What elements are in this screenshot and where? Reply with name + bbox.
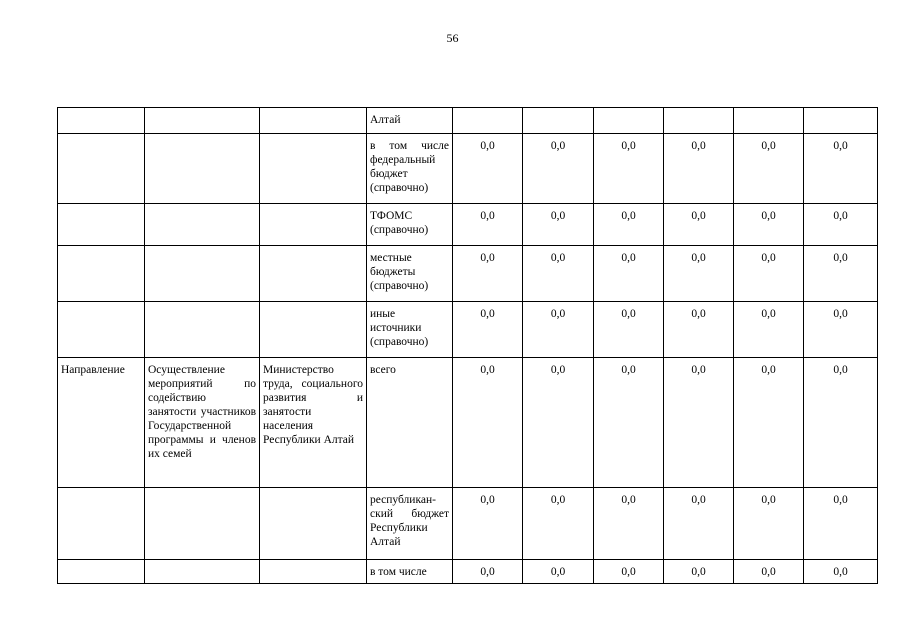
cell-value: 0,0 <box>453 302 523 358</box>
cell-value: 0,0 <box>664 134 734 204</box>
cell-value: 0,0 <box>453 204 523 246</box>
cell-c3 <box>260 560 367 584</box>
cell-c1 <box>58 302 145 358</box>
cell-value: 0,0 <box>594 488 664 560</box>
cell-value: 0,0 <box>734 204 804 246</box>
cell-source: республикан-ский бюджет Республики Алтай <box>367 488 453 560</box>
cell-value: 0,0 <box>664 246 734 302</box>
cell-c3: Министерство труда, социального развития и занятости населения Республики Алтай <box>260 358 367 488</box>
cell-value: 0,0 <box>453 560 523 584</box>
cell-value: 0,0 <box>523 204 594 246</box>
table-row <box>58 302 878 358</box>
cell-value: 0,0 <box>804 204 878 246</box>
cell-value: 0,0 <box>523 358 594 488</box>
cell-value: 0,0 <box>664 560 734 584</box>
cell-c2 <box>145 134 260 204</box>
cell-c3 <box>260 204 367 246</box>
cell-value: 0,0 <box>453 246 523 302</box>
cell-c3 <box>260 488 367 560</box>
cell-value: 0,0 <box>453 134 523 204</box>
cell-value: 0,0 <box>453 488 523 560</box>
cell-value: 0,0 <box>664 302 734 358</box>
cell-value: 0,0 <box>734 134 804 204</box>
cell-value: 0,0 <box>523 246 594 302</box>
cell-c2 <box>145 204 260 246</box>
cell-source: ТФОМС (справочно) <box>367 204 453 246</box>
cell-value: 0,0 <box>804 134 878 204</box>
cell-value <box>734 108 804 134</box>
cell-source: иные источники (справочно) <box>367 302 453 358</box>
cell-value: 0,0 <box>804 488 878 560</box>
cell-c2 <box>145 302 260 358</box>
cell-c2: Осуществление мероприятий по содействию занятости участников Государственной программы и членов их семей <box>145 358 260 488</box>
cell-c3 <box>260 246 367 302</box>
cell-source: всего <box>367 358 453 488</box>
cell-c3 <box>260 134 367 204</box>
cell-c1: Направление <box>58 358 145 488</box>
cell-value: 0,0 <box>804 560 878 584</box>
cell-source: Алтай <box>367 108 453 134</box>
cell-c1 <box>58 246 145 302</box>
cell-c2 <box>145 560 260 584</box>
cell-source: в том числе федеральный бюджет (справочно) <box>367 134 453 204</box>
cell-c1 <box>58 204 145 246</box>
table-row <box>58 108 878 134</box>
cell-value: 0,0 <box>594 302 664 358</box>
table-row <box>58 246 878 302</box>
cell-value <box>453 108 523 134</box>
cell-c1 <box>58 108 145 134</box>
cell-value: 0,0 <box>664 488 734 560</box>
cell-value: 0,0 <box>734 246 804 302</box>
cell-c3 <box>260 108 367 134</box>
cell-value: 0,0 <box>734 302 804 358</box>
cell-c2 <box>145 108 260 134</box>
table-row <box>58 488 878 560</box>
cell-c1 <box>58 488 145 560</box>
cell-value: 0,0 <box>523 560 594 584</box>
cell-value <box>523 108 594 134</box>
cell-value: 0,0 <box>523 488 594 560</box>
funding-table <box>57 107 878 584</box>
table-row <box>58 560 878 584</box>
cell-value: 0,0 <box>594 134 664 204</box>
cell-value <box>664 108 734 134</box>
cell-value: 0,0 <box>594 358 664 488</box>
cell-value: 0,0 <box>804 302 878 358</box>
cell-c1 <box>58 560 145 584</box>
cell-value: 0,0 <box>594 246 664 302</box>
cell-value: 0,0 <box>734 560 804 584</box>
cell-value: 0,0 <box>804 358 878 488</box>
cell-source: местные бюджеты (справочно) <box>367 246 453 302</box>
cell-value: 0,0 <box>594 204 664 246</box>
cell-value: 0,0 <box>594 560 664 584</box>
cell-c3 <box>260 302 367 358</box>
cell-value: 0,0 <box>734 358 804 488</box>
cell-value: 0,0 <box>734 488 804 560</box>
cell-value <box>594 108 664 134</box>
cell-value: 0,0 <box>523 134 594 204</box>
cell-c2 <box>145 488 260 560</box>
cell-value <box>804 108 878 134</box>
table-row <box>58 204 878 246</box>
table-row <box>58 134 878 204</box>
cell-source: в том числе <box>367 560 453 584</box>
cell-value: 0,0 <box>523 302 594 358</box>
page-number: 56 <box>446 31 459 45</box>
table-row <box>58 358 878 488</box>
cell-value: 0,0 <box>453 358 523 488</box>
cell-c1 <box>58 134 145 204</box>
cell-value: 0,0 <box>804 246 878 302</box>
cell-c2 <box>145 246 260 302</box>
cell-value: 0,0 <box>664 358 734 488</box>
cell-value: 0,0 <box>664 204 734 246</box>
